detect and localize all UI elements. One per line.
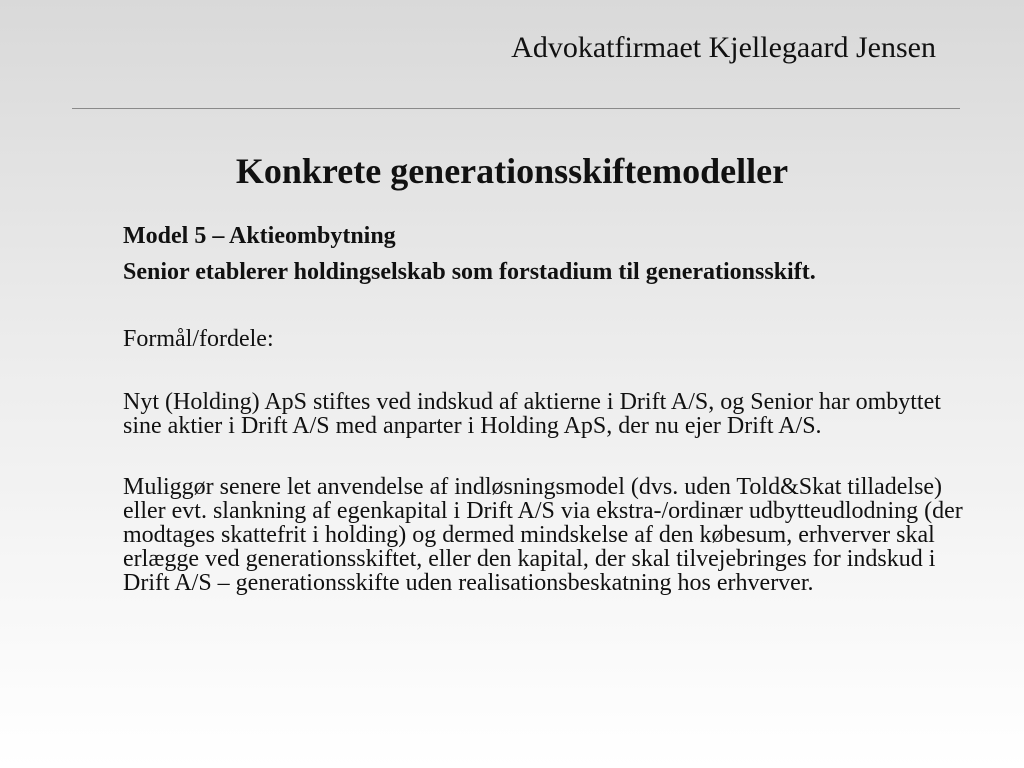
purpose-label: Formål/fordele: — [123, 326, 274, 352]
model-subtitle: Senior etablerer holdingselskab som forstadium til generationsskift. — [123, 259, 816, 285]
firm-name: Advokatfirmaet Kjellegaard Jensen — [511, 31, 936, 64]
paragraph-holding-formation: Nyt (Holding) ApS stiftes ved indskud af aktierne i Drift A/S, og Senior har ombyttet sine aktier i Drift A/S med anparter i Holding ApS, der nu ejer Drift A/S. — [123, 389, 941, 439]
header-divider — [72, 108, 960, 109]
paragraph-advantages: Muliggør senere let anvendelse af indløsningsmodel (dvs. uden Told&Skat tilladelse) eller evt. slankning af egenkapital i Drift A/S via ekstra-/ordinær udbytteudlodning (der modtages skattefrit i holding) og dermed mindskelse af den købesum, erhverver skal erlægge ved generationsskiftet, eller den kapital, der skal tilvejebringes for indskud i Drift A/S – generationsskifte uden realisationsbeskatning hos erhverver. — [123, 474, 963, 596]
model-label: Model 5 – Aktieombytning — [123, 223, 396, 249]
slide-title: Konkrete generationsskiftemodeller — [235, 151, 789, 191]
slide-content — [123, 224, 963, 595]
